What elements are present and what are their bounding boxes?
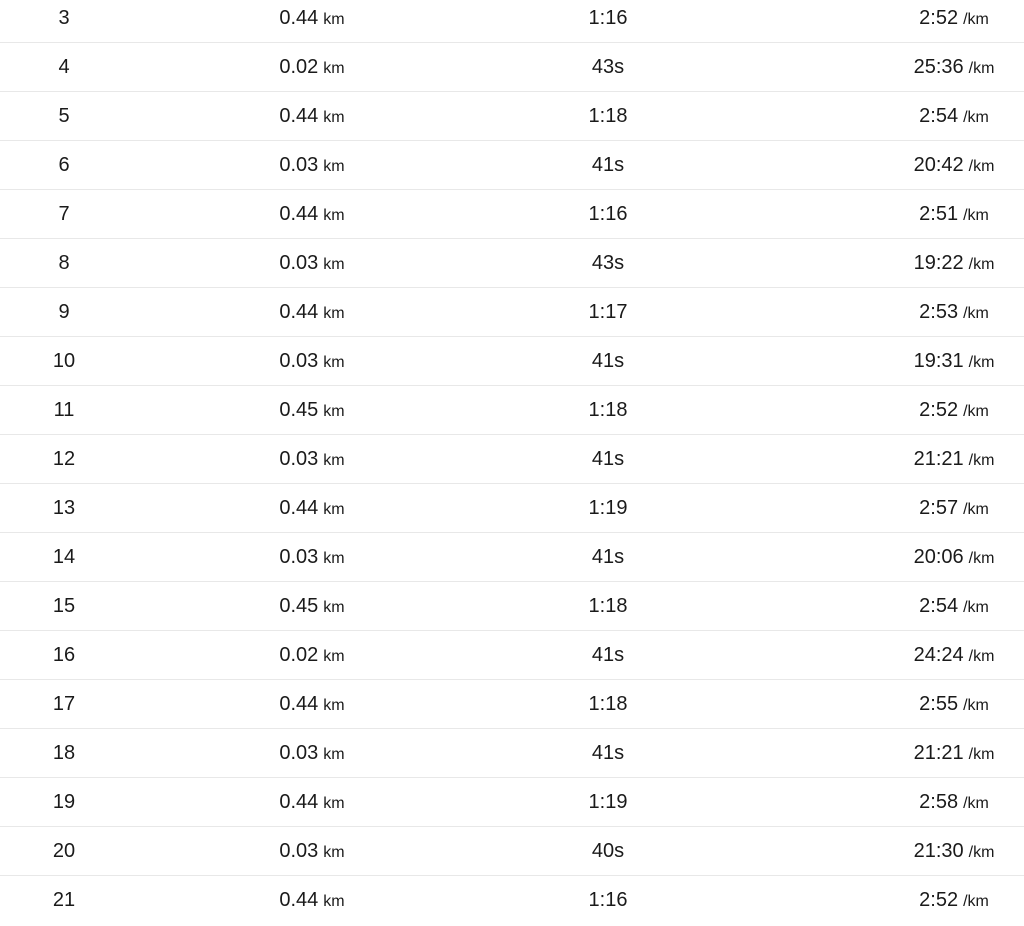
pace-value: 24:24 xyxy=(913,644,964,666)
distance-value: 0.44 xyxy=(279,301,319,323)
distance-value: 0.03 xyxy=(279,840,319,862)
pace-unit: /km xyxy=(968,844,995,861)
lap-pace xyxy=(919,92,1024,140)
lap-distance xyxy=(279,533,377,581)
lap-time: 1:16 xyxy=(588,7,628,29)
distance-unit: km xyxy=(323,158,345,175)
lap-row[interactable]: 3 0.44 km 1:16 2:52 /km xyxy=(0,0,1024,43)
lap-row[interactable]: 10 0.03 km 41s 19:31 /km xyxy=(0,337,1024,386)
pace-unit: /km xyxy=(963,11,989,28)
lap-pace xyxy=(919,582,1024,630)
lap-time: 1:19 xyxy=(588,791,628,813)
lap-time: 1:16 xyxy=(588,203,628,225)
lap-row[interactable]: 13 0.44 km 1:19 2:57 /km xyxy=(0,484,1024,533)
lap-row[interactable]: 7 0.44 km 1:16 2:51 /km xyxy=(0,190,1024,239)
distance-unit: km xyxy=(323,648,345,665)
distance-unit: km xyxy=(323,207,345,224)
lap-distance xyxy=(279,729,377,777)
pace-unit: /km xyxy=(968,256,995,273)
pace-unit: /km xyxy=(968,746,995,763)
distance-unit: km xyxy=(323,501,345,518)
lap-distance xyxy=(279,43,377,91)
lap-time: 41s xyxy=(591,546,625,568)
distance-value: 0.03 xyxy=(279,154,319,176)
lap-time: 41s xyxy=(591,154,625,176)
lap-row[interactable]: 17 0.44 km 1:18 2:55 /km xyxy=(0,680,1024,729)
lap-pace xyxy=(919,680,1024,728)
distance-unit: km xyxy=(323,795,345,812)
lap-row[interactable]: 11 0.45 km 1:18 2:52 /km xyxy=(0,386,1024,435)
lap-distance xyxy=(279,239,377,287)
lap-pace xyxy=(919,484,1024,532)
pace-value: 2:57 xyxy=(919,497,959,519)
lap-row[interactable]: 14 0.03 km 41s 20:06 /km xyxy=(0,533,1024,582)
lap-time: 1:16 xyxy=(588,889,628,911)
pace-value: 2:52 xyxy=(919,889,959,911)
distance-value: 0.45 xyxy=(279,595,319,617)
pace-unit: /km xyxy=(968,550,995,567)
lap-row[interactable]: 16 0.02 km 41s 24:24 /km xyxy=(0,631,1024,680)
pace-value: 2:54 xyxy=(919,595,959,617)
lap-pace xyxy=(919,386,1024,434)
pace-unit: /km xyxy=(968,452,995,469)
lap-row[interactable]: 19 0.44 km 1:19 2:58 /km xyxy=(0,778,1024,827)
lap-row[interactable]: 8 0.03 km 43s 19:22 /km xyxy=(0,239,1024,288)
pace-unit: /km xyxy=(968,158,995,175)
lap-row[interactable]: 4 0.02 km 43s 25:36 /km xyxy=(0,43,1024,92)
pace-unit: /km xyxy=(963,599,989,616)
pace-unit: /km xyxy=(968,354,995,371)
distance-value: 0.44 xyxy=(279,105,319,127)
lap-distance xyxy=(279,680,377,728)
lap-time: 43s xyxy=(591,56,625,78)
pace-value: 19:22 xyxy=(913,252,964,274)
lap-distance xyxy=(279,484,377,532)
lap-pace xyxy=(913,533,1024,581)
lap-distance xyxy=(279,0,377,42)
lap-pace xyxy=(913,239,1024,287)
distance-unit: km xyxy=(323,697,345,714)
lap-pace xyxy=(919,288,1024,336)
lap-pace xyxy=(919,190,1024,238)
lap-row[interactable]: 20 0.03 km 40s 21:30 /km xyxy=(0,827,1024,876)
lap-time: 1:18 xyxy=(588,105,628,127)
lap-pace xyxy=(919,0,1024,42)
lap-distance xyxy=(279,386,377,434)
pace-unit: /km xyxy=(963,207,989,224)
lap-row[interactable]: 9 0.44 km 1:17 2:53 /km xyxy=(0,288,1024,337)
distance-unit: km xyxy=(323,256,345,273)
pace-unit: /km xyxy=(963,697,989,714)
lap-time: 41s xyxy=(591,742,625,764)
pace-value: 25:36 xyxy=(913,56,964,78)
lap-pace xyxy=(913,729,1024,777)
pace-value: 19:31 xyxy=(913,350,964,372)
lap-time: 40s xyxy=(591,840,625,862)
lap-distance xyxy=(279,582,377,630)
pace-value: 20:06 xyxy=(913,546,964,568)
lap-distance xyxy=(279,435,377,483)
distance-unit: km xyxy=(323,452,345,469)
pace-value: 2:58 xyxy=(919,791,959,813)
pace-value: 2:52 xyxy=(919,7,959,29)
lap-time: 41s xyxy=(591,350,625,372)
lap-distance xyxy=(279,92,377,140)
distance-value: 0.03 xyxy=(279,350,319,372)
lap-pace xyxy=(913,435,1024,483)
distance-value: 0.44 xyxy=(279,7,319,29)
distance-value: 0.44 xyxy=(279,791,319,813)
pace-unit: /km xyxy=(963,893,989,910)
lap-distance xyxy=(279,631,377,679)
distance-unit: km xyxy=(323,746,345,763)
lap-row[interactable]: 15 0.45 km 1:18 2:54 /km xyxy=(0,582,1024,631)
distance-value: 0.44 xyxy=(279,497,319,519)
lap-row[interactable]: 21 0.44 km 1:16 2:52 /km xyxy=(0,876,1024,924)
pace-value: 21:21 xyxy=(913,448,964,470)
lap-distance xyxy=(279,827,377,875)
lap-distance xyxy=(279,876,377,924)
lap-time: 43s xyxy=(591,252,625,274)
distance-unit: km xyxy=(323,11,345,28)
lap-pace xyxy=(913,141,1024,189)
lap-distance xyxy=(279,141,377,189)
lap-time: 1:18 xyxy=(588,693,628,715)
lap-row[interactable]: 18 0.03 km 41s 21:21 /km xyxy=(0,729,1024,778)
distance-value: 0.44 xyxy=(279,203,319,225)
lap-time: 1:18 xyxy=(588,595,628,617)
lap-pace xyxy=(913,337,1024,385)
distance-value: 0.45 xyxy=(279,399,319,421)
lap-row[interactable]: 12 0.03 km 41s 21:21 /km xyxy=(0,435,1024,484)
lap-distance xyxy=(279,337,377,385)
distance-unit: km xyxy=(323,354,345,371)
distance-unit: km xyxy=(323,305,345,322)
distance-value: 0.03 xyxy=(279,742,319,764)
distance-value: 0.02 xyxy=(279,644,319,666)
lap-time: 41s xyxy=(591,448,625,470)
pace-value: 20:42 xyxy=(913,154,964,176)
distance-value: 0.03 xyxy=(279,448,319,470)
lap-distance xyxy=(279,778,377,826)
distance-unit: km xyxy=(323,844,345,861)
distance-unit: km xyxy=(323,550,345,567)
lap-time: 1:17 xyxy=(588,301,628,323)
distance-unit: km xyxy=(323,599,345,616)
distance-value: 0.02 xyxy=(279,56,319,78)
pace-unit: /km xyxy=(968,648,995,665)
distance-unit: km xyxy=(323,403,345,420)
pace-value: 21:30 xyxy=(913,840,964,862)
lap-time: 1:19 xyxy=(588,497,628,519)
pace-value: 21:21 xyxy=(913,742,964,764)
lap-pace xyxy=(919,778,1024,826)
lap-pace xyxy=(913,631,1024,679)
pace-value: 2:51 xyxy=(919,203,959,225)
pace-value: 2:55 xyxy=(919,693,959,715)
pace-unit: /km xyxy=(963,305,989,322)
lap-distance xyxy=(279,190,377,238)
lap-pace xyxy=(913,827,1024,875)
lap-row[interactable]: 5 0.44 km 1:18 2:54 /km xyxy=(0,92,1024,141)
distance-unit: km xyxy=(323,109,345,126)
lap-distance xyxy=(279,288,377,336)
distance-unit: km xyxy=(323,893,345,910)
distance-value: 0.03 xyxy=(279,252,319,274)
pace-value: 2:53 xyxy=(919,301,959,323)
pace-unit: /km xyxy=(968,60,995,77)
distance-value: 0.44 xyxy=(279,693,319,715)
pace-unit: /km xyxy=(963,795,989,812)
distance-value: 0.44 xyxy=(279,889,319,911)
pace-value: 2:52 xyxy=(919,399,959,421)
lap-row[interactable]: 6 0.03 km 41s 20:42 /km xyxy=(0,141,1024,190)
pace-unit: /km xyxy=(963,403,989,420)
distance-unit: km xyxy=(323,60,345,77)
pace-unit: /km xyxy=(963,109,989,126)
pace-value: 2:54 xyxy=(919,105,959,127)
lap-pace xyxy=(919,876,1024,924)
lap-pace xyxy=(913,43,1024,91)
distance-value: 0.03 xyxy=(279,546,319,568)
lap-time: 41s xyxy=(591,644,625,666)
lap-time: 1:18 xyxy=(588,399,628,421)
pace-unit: /km xyxy=(963,501,989,518)
